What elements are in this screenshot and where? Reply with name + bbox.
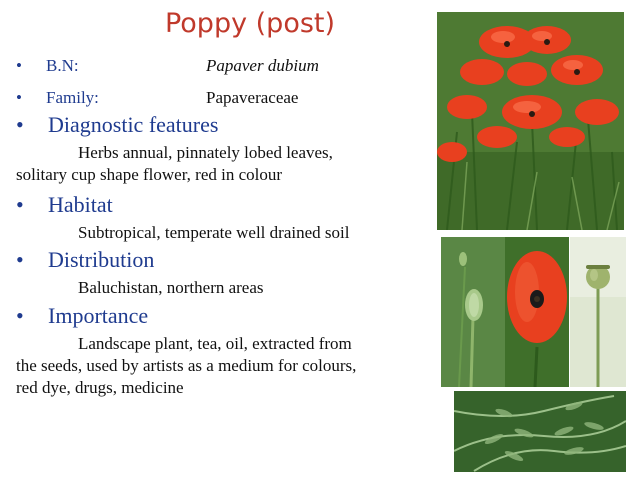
family-row: [16, 88, 298, 108]
body-line: Herbs annual, pinnately lobed leaves,: [78, 143, 333, 162]
section-heading-importance: [16, 303, 148, 329]
bullet: •: [16, 247, 24, 272]
body-line: Subtropical, temperate well drained soil: [78, 223, 350, 242]
section-body-distribution: [16, 277, 264, 299]
body-line: Landscape plant, tea, oil, extracted from: [78, 334, 352, 353]
section-heading-distribution: [16, 247, 154, 273]
poppy-seed-capsule-photo: [570, 237, 626, 387]
body-line: the seeds, used by artists as a medium for colours,: [16, 356, 357, 375]
slide-title: Poppy (post): [164, 8, 336, 39]
bullet: •: [16, 192, 24, 217]
section-heading-diagnostic: [16, 112, 218, 138]
body-line: red dye, drugs, medicine: [16, 378, 184, 397]
section-heading-text: Diagnostic features: [48, 112, 219, 137]
poppy-leaves-photo: [454, 391, 626, 472]
bn-label: B.N:: [46, 56, 79, 75]
bn-value: Papaver dubium: [206, 56, 319, 75]
bullet: •: [16, 56, 22, 75]
poppy-field-photo: [437, 12, 624, 230]
bullet: •: [16, 112, 24, 137]
red-poppy-flower-photo: [505, 237, 569, 387]
bullet: •: [16, 303, 24, 328]
family-value: Papaveraceae: [206, 88, 299, 107]
section-heading-habitat: [16, 192, 113, 218]
section-body-diagnostic: [16, 142, 333, 186]
bullet: •: [16, 88, 22, 107]
section-heading-text: Habitat: [48, 192, 113, 217]
family-label: Family:: [46, 88, 99, 107]
body-line: Baluchistan, northern areas: [78, 278, 264, 297]
section-body-habitat: [16, 222, 349, 244]
section-heading-text: Distribution: [48, 247, 155, 272]
poppy-bud-photo: [441, 237, 505, 387]
bn-row: [16, 56, 319, 76]
section-body-importance: [16, 333, 356, 399]
body-line: solitary cup shape flower, red in colour: [16, 165, 283, 184]
section-heading-text: Importance: [48, 303, 149, 328]
